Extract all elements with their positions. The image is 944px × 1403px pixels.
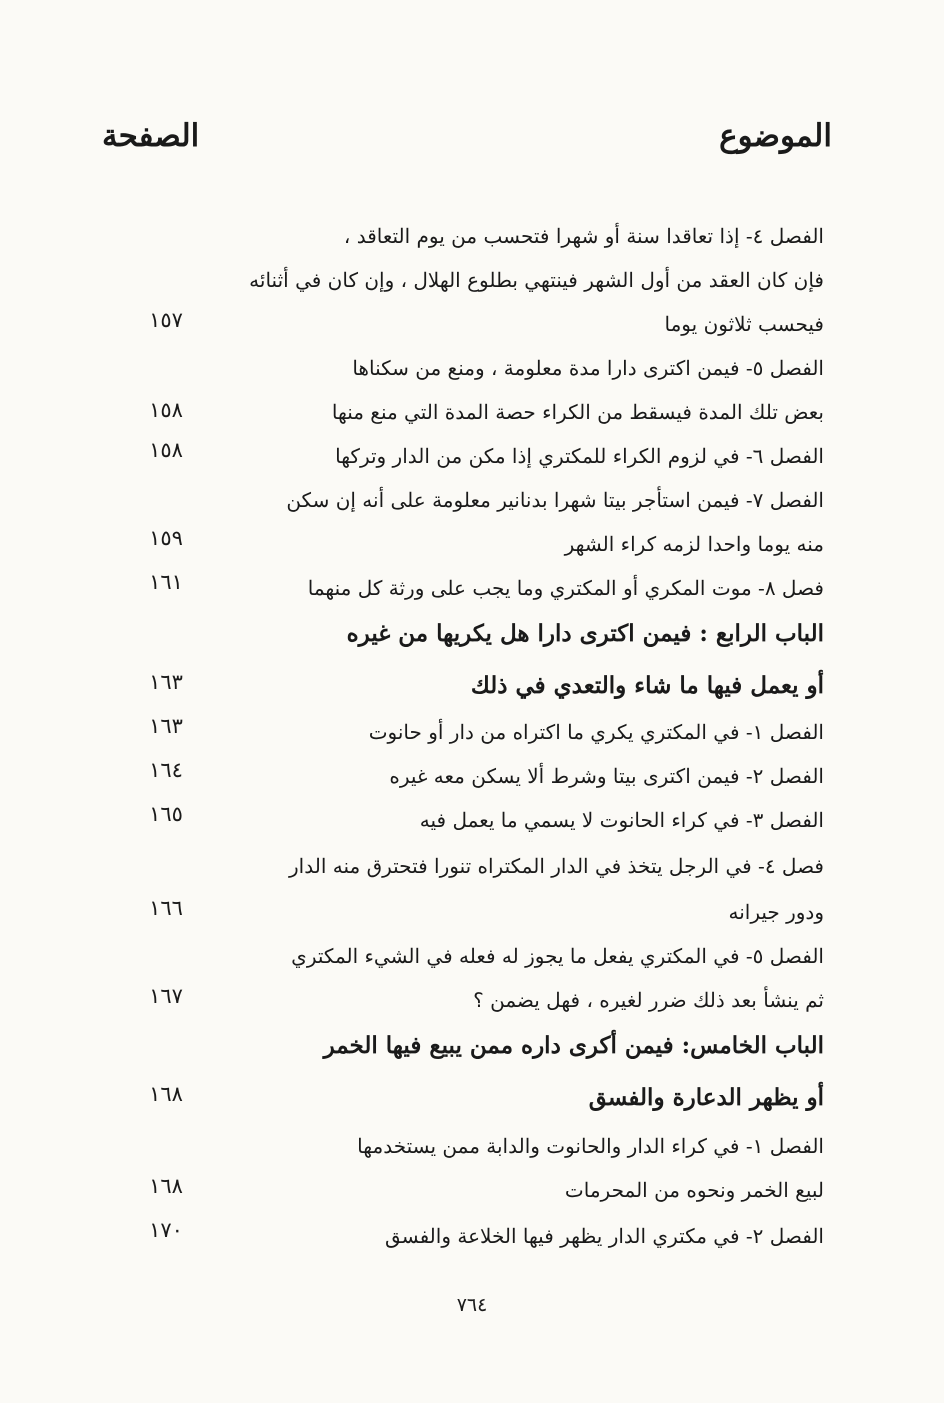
toc-entry-line: الفصل ٥- فيمن اكترى دارا مدة معلومة ، ومنع من سكناها xyxy=(352,356,824,380)
page-number: ١٦٥ xyxy=(149,802,183,826)
toc-entry-line: ودور جيرانه xyxy=(728,900,824,924)
toc-entry-line: فيحسب ثلاثون يوما xyxy=(664,312,824,336)
page-number: ١٦٣ xyxy=(149,714,183,738)
chapter-heading: أو يعمل فيها ما شاء والتعدي في ذلك xyxy=(470,672,824,699)
toc-entry-line: الفصل ١- في كراء الدار والحانوت والدابة ممن يستخدمها xyxy=(357,1134,824,1158)
toc-entry-line: الفصل ٢- فيمن اكترى بيتا وشرط ألا يسكن معه غيره xyxy=(389,764,824,788)
page-number: ١٥٧ xyxy=(149,308,183,332)
toc-entry-line: لبيع الخمر ونحوه من المحرمات xyxy=(564,1178,824,1202)
toc-entry-line: الفصل ٢- في مكتري الدار يظهر فيها الخلاعة والفسق xyxy=(385,1224,824,1248)
toc-entry-line: بعض تلك المدة فيسقط من الكراء حصة المدة التي منع منها xyxy=(331,400,824,424)
toc-entry-line: فصل ٤- في الرجل يتخذ في الدار المكتراه تنورا فتحترق منه الدار xyxy=(289,854,824,878)
page-number: ١٦٣ xyxy=(149,670,183,694)
chapter-heading: الباب الخامس: فيمن أكرى داره ممن يبيع فيها الخمر xyxy=(323,1032,824,1059)
toc-entry-line: الفصل ٣- في كراء الحانوت لا يسمي ما يعمل فيه xyxy=(419,808,824,832)
page-number: ١٦٨ xyxy=(149,1174,183,1198)
chapter-heading: أو يظهر الدعارة والفسق xyxy=(588,1084,824,1111)
topic-column-header: الموضوع xyxy=(719,118,832,154)
page-number: ١٧٠ xyxy=(149,1218,183,1242)
toc-entry-line: الفصل ١- في المكتري يكري ما اكتراه من دار أو حانوت xyxy=(368,720,824,744)
page-number: ١٦٦ xyxy=(149,896,183,920)
page-number: ١٥٨ xyxy=(149,398,183,422)
toc-entry-line: فصل ٨- موت المكري أو المكتري وما يجب على ورثة كل منهما xyxy=(307,576,824,600)
toc-entry-line: الفصل ٦- في لزوم الكراء للمكتري إذا مكن من الدار وتركها xyxy=(335,444,824,468)
toc-entry-line: الفصل ٥- في المكتري يفعل ما يجوز له فعله في الشيء المكتري xyxy=(291,944,824,968)
toc-entry-line: الفصل ٤- إذا تعاقدا سنة أو شهرا فتحسب من يوم التعاقد ، xyxy=(343,224,824,248)
page-number: ١٥٩ xyxy=(149,526,183,550)
page-number: ١٦٧ xyxy=(149,984,183,1008)
page-number: ١٦٤ xyxy=(149,758,183,782)
page-number: ١٥٨ xyxy=(149,438,183,462)
toc-entry-line: فإن كان العقد من أول الشهر فينتهي بطلوع الهلال ، وإن كان في أثنائه xyxy=(249,268,824,292)
toc-entry-line: ثم ينشأ بعد ذلك ضرر لغيره ، فهل يضمن ؟ xyxy=(473,988,824,1012)
page-number: ١٦١ xyxy=(149,570,183,594)
chapter-heading: الباب الرابع : فيمن اكترى دارا هل يكريها من غيره xyxy=(346,620,824,647)
page-number: ١٦٨ xyxy=(149,1082,183,1106)
toc-entry-line: الفصل ٧- فيمن استأجر بيتا شهرا بدنانير معلومة على أنه إن سكن xyxy=(286,488,824,512)
page-column-header: الصفحة xyxy=(102,118,200,154)
toc-entry-line: منه يوما واحدا لزمه كراء الشهر xyxy=(564,532,824,556)
page-folio-number: ٧٦٤ xyxy=(456,1294,488,1316)
